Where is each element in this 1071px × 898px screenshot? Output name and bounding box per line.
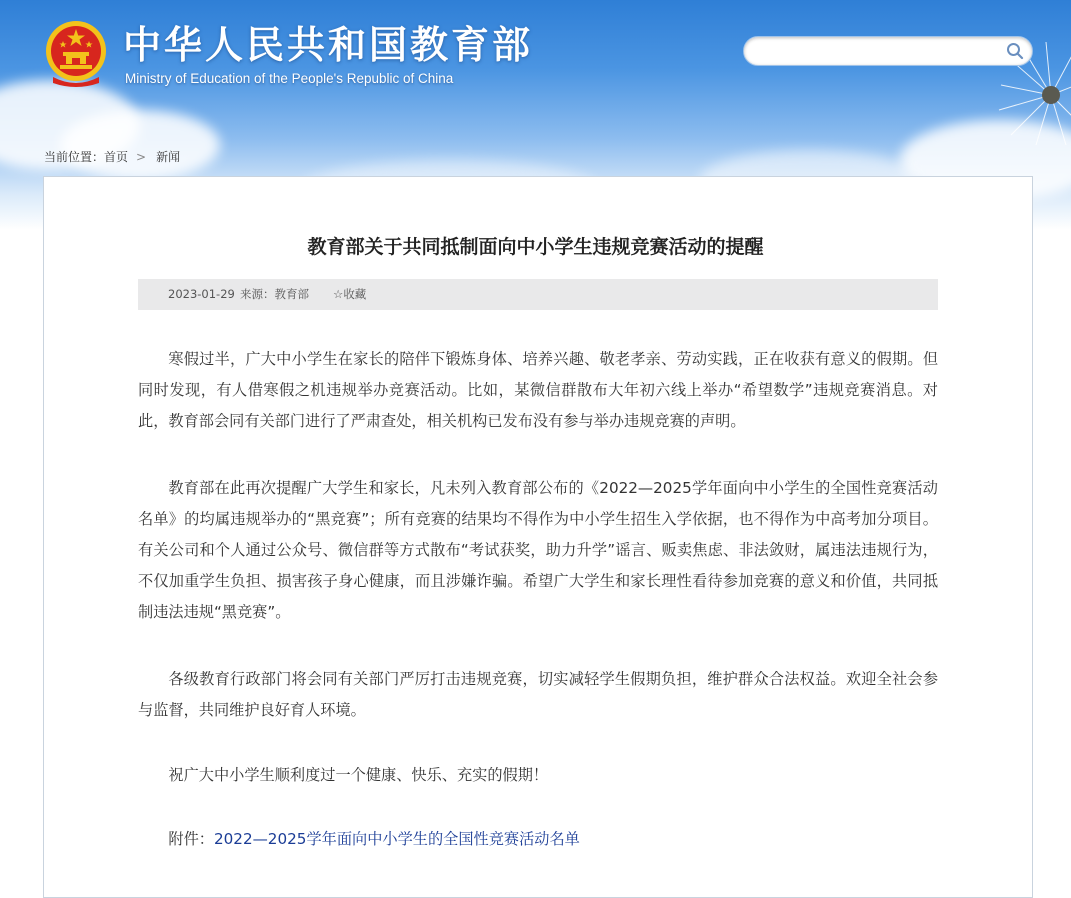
attachment-line (138, 824, 938, 855)
article-title: 教育部关于共同抵制面向中小学生违规竞赛活动的提醒 (307, 236, 764, 258)
breadcrumb-home-link[interactable]: 首页 (104, 150, 129, 164)
star-icon: ☆ (333, 287, 344, 301)
breadcrumb-current[interactable]: 新闻 (156, 150, 181, 164)
search-input[interactable] (756, 41, 1000, 63)
article-paragraph: 各级教育行政部门将会同有关部门严厉打击违规竞赛，切实减轻学生假期负担，维护群众合法权益。欢迎全社会参与监督，共同维护良好育人环境。 (138, 670, 938, 719)
attachment-link[interactable]: 2022—2025学年面向中小学生的全国性竞赛活动名单 (213, 830, 580, 848)
favorite-button[interactable] (333, 279, 366, 310)
article-date: 2023-01-29 (168, 287, 235, 301)
breadcrumb-prefix: 当前位置： (44, 150, 105, 164)
breadcrumb (44, 148, 180, 165)
article-meta-bar (138, 279, 938, 310)
chevron-right-icon: > (136, 149, 147, 164)
article-paragraph: 寒假过半，广大中小学生在家长的陪伴下锻炼身体、培养兴趣、敬老孝亲、劳动实践，正在收获有意义的假期。但同时发现，有人借寒假之机违规举办竞赛活动。比如，某微信群散布大年初六线上举办“希望数学”违规竞赛消息。对此，教育部会同有关部门进行了严肃查处，相关机构已发布没有参与举办违规竞赛的声明。 (138, 350, 938, 430)
attachment-prefix: 附件： (168, 830, 214, 848)
article-paragraph: 教育部在此再次提醒广大学生和家长，凡未列入教育部公布的《2022—2025学年面向中小学生的全国性竞赛活动名单》的均属违规举办的“黑竞赛”；所有竞赛的结果均不得作为中小学生招生入学依据，也不得作为中高考加分项目。有关公司和个人通过公众号、微信群等方式散布“考试获奖，助力升学”谣言、贩卖焦虑、非法敛财，属违法违规行为，不仅加重学生负担、损害孩子身心健康，而且涉嫌诈骗。希望广大学生和家长理性看待参加竞赛的意义和价值，共同抵制违法违规“黑竞赛”。 (138, 479, 938, 621)
article-paragraph: 祝广大中小学生顺利度过一个健康、快乐、充实的假期！ (168, 766, 549, 784)
article-source: 来源：教育部 (240, 287, 309, 301)
search-box (743, 36, 1033, 66)
favorite-label: 收藏 (343, 287, 367, 301)
site-title: 中华人民共和国教育部 (123, 23, 534, 67)
search-icon[interactable] (1006, 42, 1024, 60)
site-subtitle: Ministry of Education of the People's Republic of China (125, 71, 454, 86)
national-emblem-icon (43, 19, 109, 87)
